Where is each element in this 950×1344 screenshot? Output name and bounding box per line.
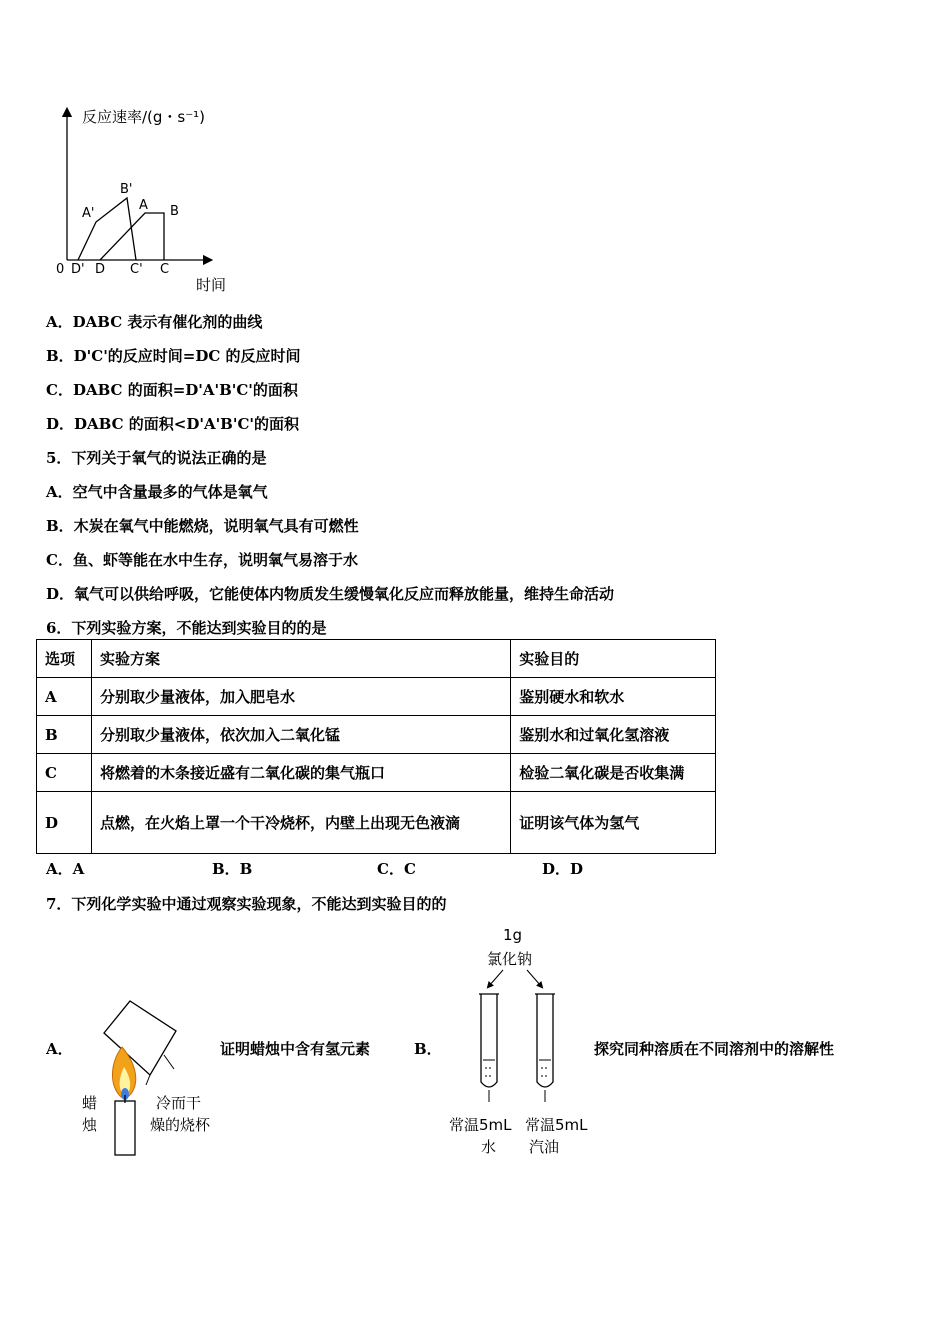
q4-option-b: B．D'C'的反应时间=DC 的反应时间 [46, 347, 301, 365]
point-b-prime: B' [120, 182, 133, 197]
row-b-goal: 鉴别水和过氧化氢溶液 [511, 716, 716, 754]
header-plan: 实验方案 [91, 640, 510, 678]
table-row [37, 792, 716, 854]
q5-option-a: A．空气中含量最多的气体是氧气 [46, 483, 268, 501]
tube-right-label-2: 汽油 [529, 1138, 560, 1156]
tube-left-label-1: 常温5mL [449, 1116, 512, 1134]
candle-label-1: 蜡 [82, 1094, 98, 1112]
tube-top-label-2: 氯化钠 [487, 950, 533, 968]
table-row [37, 716, 716, 754]
table-row [37, 678, 716, 716]
row-c-option: C [37, 754, 92, 792]
q7-option-a-desc: 证明蜡烛中含有氢元素 [220, 1040, 371, 1058]
q6-answer-b: B．B [212, 860, 253, 878]
table-header-row [37, 640, 716, 678]
q7-option-b-desc: 探究同种溶质在不同溶剂中的溶解性 [594, 1040, 835, 1058]
row-d-goal: 证明该气体为氢气 [511, 792, 716, 854]
q5-option-d: D．氧气可以供给呼吸，它能使体内物质发生缓慢氧化反应而释放能量，维持生命活动 [46, 585, 615, 603]
candle-icon [115, 1095, 135, 1155]
q7-stem: 7．下列化学实验中通过观察实验现象，不能达到实验目的的 [46, 895, 447, 913]
row-a-plan: 分别取少量液体，加入肥皂水 [91, 678, 510, 716]
beaker-label-2: 燥的烧杯 [150, 1116, 211, 1134]
row-d-plan: 点燃，在火焰上罩一个干冷烧杯，内壁上出现无色液滴 [91, 792, 510, 854]
candle-label-2: 烛 [82, 1116, 98, 1134]
graph-xlabel: 时间 [196, 276, 227, 294]
table-row [37, 754, 716, 792]
point-a-prime: A' [82, 206, 95, 221]
arrow-right [527, 970, 541, 986]
tube-left-label-2: 水 [481, 1138, 497, 1156]
reaction-rate-graph [50, 100, 250, 300]
row-a-goal: 鉴别硬水和软水 [511, 678, 716, 716]
q6-answer-a: A．A [46, 860, 85, 878]
q7-option-a-label: A． [46, 1040, 73, 1058]
header-goal: 实验目的 [511, 640, 716, 678]
graph-origin: 0 [56, 262, 65, 277]
q5-option-b: B．木炭在氧气中能燃烧，说明氧气具有可燃性 [46, 517, 359, 535]
q4-option-d: D．DABC 的面积<D'A'B'C'的面积 [46, 415, 299, 433]
q5-stem: 5．下列关于氧气的说法正确的是 [46, 449, 267, 467]
tick-c: C [160, 262, 170, 277]
q5-option-c: C．鱼、虾等能在水中生存，说明氧气易溶于水 [46, 551, 358, 569]
point-b: B [170, 204, 179, 219]
arrow-left [489, 970, 503, 986]
tube-top-label-1: 1g [503, 926, 523, 944]
tick-c-prime: C' [130, 262, 143, 277]
header-option: 选项 [37, 640, 92, 678]
q4-option-a: A．DABC 表示有催化剂的曲线 [46, 313, 263, 331]
q6-answer-c: C．C [377, 860, 416, 878]
tick-d: D [95, 262, 106, 277]
beaker-label-1: 冷而干 [156, 1094, 202, 1112]
row-d-option: D [37, 792, 92, 854]
test-tubes-figure [445, 922, 595, 1162]
row-c-goal: 检验二氧化碳是否收集满 [511, 754, 716, 792]
point-a: A [139, 198, 148, 213]
tick-d-prime: D' [71, 262, 85, 277]
graph-ylabel: 反应速率/(g・s⁻¹) [82, 108, 206, 126]
row-b-plan: 分别取少量液体，依次加入二氧化锰 [91, 716, 510, 754]
test-tube-water-icon [479, 994, 499, 1102]
q6-stem: 6．下列实验方案，不能达到实验目的的是 [46, 619, 327, 637]
test-tube-gasoline-icon [535, 994, 555, 1102]
row-a-option: A [37, 678, 92, 716]
row-c-plan: 将燃着的木条接近盛有二氧化碳的集气瓶口 [91, 754, 510, 792]
q4-option-c: C．DABC 的面积=D'A'B'C'的面积 [46, 381, 298, 399]
q6-table [36, 639, 716, 854]
candle-beaker-figure [78, 995, 228, 1160]
tube-right-label-1: 常温5mL [525, 1116, 588, 1134]
q6-answer-d: D．D [542, 860, 584, 878]
candle-beaker-drawing [78, 995, 228, 1160]
q7-option-b-label: B． [414, 1040, 442, 1058]
row-b-option: B [37, 716, 92, 754]
